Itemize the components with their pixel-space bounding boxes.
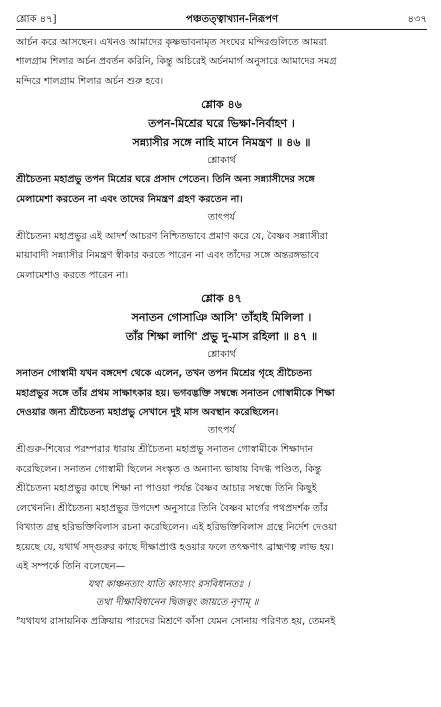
translation-heading: শ্লোকার্থ — [207, 349, 236, 361]
text-line: হয়েছে যে, যথার্থ সদ্গুরুর কাছে দীক্ষাপ্রাপ্ত হওয়ার ফলে তৎক্ষণাৎ ব্রাহ্মণত্ব লাভ হয়। — [16, 541, 334, 553]
text-line: শ্রীগুরু-শিষ্যের পরম্পরার ধারায় শ্রীচৈতন্য মহাপ্রভু সনাতন গোস্বামীকে শিক্ষাদান — [16, 444, 314, 456]
text-line: দেওয়ার জন্য শ্রীচৈতন্য মহাপ্রভু সেখানে দুই মাস অবস্থান করেছিলেন। — [16, 407, 279, 419]
closing-paragraph — [16, 612, 427, 631]
translation-heading: শ্লোকার্থ — [207, 155, 236, 167]
text-line: লেখেননি। শ্রীচৈতন্য মহাপ্রভুর উপদেশ অনুসারে তিনি বৈষ্ণব মার্গের পথপ্রদর্শক তাঁর — [16, 502, 329, 514]
intro-paragraph — [16, 33, 427, 91]
text-line: সনাতন গোস্বামী যখন বঙ্গদেশ থেকে এলেন, তখন তপন মিশ্রের গৃহে শ্রীচৈতন্য — [16, 368, 312, 380]
purport-heading: তাৎপর্য — [207, 212, 236, 224]
sanskrit-quote — [16, 576, 427, 612]
translation-paragraph — [16, 170, 427, 209]
verse-line: সনাতন গোসাঞি আসি' তাঁহাই মিলিলা । — [131, 311, 312, 325]
text-line: মহাপ্রভুর সঙ্গে তাঁর প্রথম সাক্ষাৎকার হয়। ভগবদ্ভক্তি সম্বন্ধে সনাতন গোস্বামীকে শিক্ষা — [16, 387, 335, 399]
text-line: শ্রীচৈতন্য মহাপ্রভুর এই আদর্শ আচরণ নিশ্চিতভাবে প্রমাণ করে যে, বৈষ্ণব সন্ন্যাসীরা — [16, 231, 328, 243]
text-line: শ্রীচৈতন্য মহাপ্রভুর কাছে শিক্ষা না পাওয়া পর্যন্ত বৈষ্ণব আচার সম্বন্ধে তিনি কিছুই — [16, 483, 317, 495]
text-line: মায়াবাদী সন্ন্যাসীর নিমন্ত্রণ স্বীকার করতে পারেন না এবং তাঁদের সঙ্গে অন্তরঙ্গভাবে — [16, 250, 320, 262]
text-line: মেলামেশা করতেন না এবং তাদের নিমন্ত্রণ গ্রহণ করতেন না। — [16, 193, 243, 205]
page-number: ৪৩৭ — [407, 14, 427, 25]
verse-number: শ্লোক ৪৭ — [201, 292, 242, 306]
verse-reference: শ্লোক ৪৭] — [16, 14, 57, 25]
verse-line: তাঁর শিক্ষা লাগি' প্রভু দু-মাস রহিলা ॥ ৪৭ ॥ — [125, 330, 318, 344]
text-line: এই সম্পর্কে তিনি বলেছেন— — [16, 560, 126, 572]
text-line: বিখ্যাত গ্রন্থ হরিভক্তিবিলাস রচনা করেছিলেন। এই হরিভক্তিবিলাস গ্রন্থে নির্দেশ দেওয়া — [16, 522, 337, 534]
verse-line: সন্ন্যাসীর সঙ্গে নাহি মানে নিমন্ত্রণ ॥ ৪৬ ॥ — [132, 136, 311, 150]
translation-paragraph — [16, 364, 427, 422]
chapter-title: পঞ্চতত্ত্বাখ্যান-নিরূপণ — [186, 14, 279, 25]
text-line: আর্চন করে আসছেন। এখনও আমাদের কৃষ্ণভাবনামৃত সংঘের মন্দিরগুলিতে আমরা — [16, 37, 327, 48]
quote-line: যথা কাঞ্চনতাং যাতি কাংস্যং রসবিধানতঃ । — [88, 579, 250, 591]
purport-heading: তাৎপর্য — [207, 425, 236, 437]
text-line: মন্দিরে শালগ্রাম শিলার অর্চন শুরু হবে। — [16, 75, 164, 87]
purport-paragraph — [16, 440, 427, 576]
quote-line: তথা দীক্ষাবিধানেন দ্বিজত্বং জায়তে নৃণাম্ ॥ — [96, 597, 259, 609]
running-header — [16, 12, 427, 30]
text-line: "যথাযথ রাসায়নিক প্রক্রিয়ায় পারদের মিশ্রণে কাঁসা যেমন সোনায় পরিণত হয়, তেমনই — [16, 616, 336, 628]
text-line: করেছিলেন। সনাতন গোস্বামী ছিলেন সংস্কৃত ও অন্যান্য ভাষায় বিদগ্ধ পণ্ডিত, কিন্তু — [16, 463, 322, 475]
verse-number: শ্লোক ৪৬ — [201, 98, 242, 112]
text-line: শালগ্রাম শিলার অর্চন প্রবর্তন করিনি, কিন্তু অচিরেই অর্চনমার্গ অনুসারে আমাদের সমগ্র — [16, 56, 337, 68]
verse-line: তপন-মিশ্রের ঘরে ভিক্ষা-নির্বাহণ । — [148, 117, 295, 131]
text-line: শ্রীচৈতন্য মহাপ্রভু তপন মিশ্রের ঘরে প্রসাদ পেতেন। তিনি অন্য সন্ন্যাসীদের সঙ্গে — [16, 174, 315, 186]
text-line: মেলামেশাও করতে পারেন না। — [16, 269, 129, 281]
purport-paragraph — [16, 227, 427, 285]
